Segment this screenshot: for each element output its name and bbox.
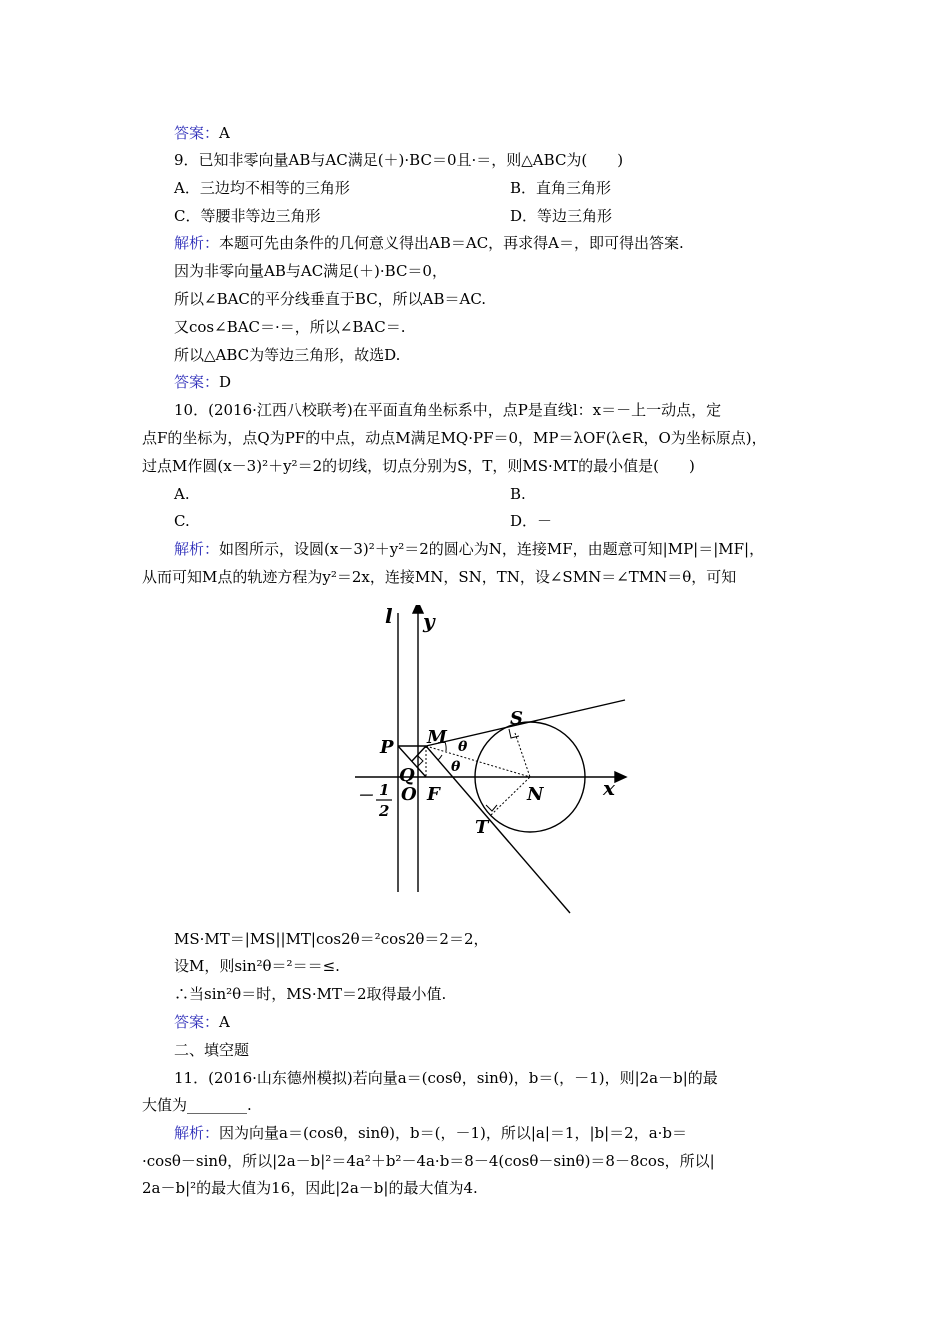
q10-stem-line: 10．(2016·江西八校联考)在平面直角坐标系中，点P是直线l：x＝－上一动点，定 (174, 401, 722, 419)
point-s-label: S (510, 708, 523, 729)
segment-mn (426, 746, 530, 777)
analysis-label: 解析： (174, 1124, 220, 1142)
q8-answer-line (174, 123, 230, 143)
tangent-ms (426, 700, 625, 746)
point-m-label: M (427, 727, 447, 748)
q9-option-c: C．等腰非等边三角形 (174, 207, 321, 225)
q9-answer-value: D (219, 373, 232, 391)
q9-analysis-line: 又cos∠BAC＝·＝，所以∠BAC＝. (174, 318, 406, 336)
segment-qm (412, 746, 426, 761)
theta-arc-lower (438, 755, 442, 760)
half-numerator: 1 (379, 781, 390, 799)
point-q-label: Q (399, 765, 415, 786)
q9-analysis (174, 233, 684, 253)
x-axis-arrow (615, 772, 626, 782)
q11-stem-line1: 11．(2016·山东德州模拟)若向量a＝(cosθ，sinθ)，b＝(，－1)，则|2a－b|的最 (174, 1069, 718, 1087)
q9-option-a: A．三边均不相等的三角形 (174, 179, 350, 197)
q9-analysis-line: 因为非零向量AB与AC满足(＋)·BC＝0， (174, 262, 447, 280)
axis-y-label: y (423, 609, 435, 633)
answer-label: 答案： (174, 1013, 220, 1031)
neg-sign: － (357, 786, 374, 805)
q10-answer-value: A (219, 1013, 230, 1031)
segment-tn (491, 777, 530, 815)
answer-label: 答案： (174, 373, 220, 391)
section-title: 二、填空题 (174, 1041, 250, 1059)
right-angle-t (486, 805, 497, 811)
q11-stem-line2: 大值为________. (142, 1096, 252, 1114)
q10-after-line: MS·MT＝|MS||MT|cos2θ＝²cos2θ＝2＝2， (174, 930, 489, 948)
q10-answer-line (174, 1012, 230, 1032)
point-t-label: T (475, 817, 489, 838)
q9-answer-line (174, 372, 231, 392)
q10-option-c: C. (174, 512, 190, 530)
q10-analysis-first: 如图所示，设圆(x－3)²＋y²＝2的圆心为N，连接MF，由题意可知|MP|＝|MF|， (219, 540, 765, 558)
geometry-figure (345, 605, 635, 920)
y-axis-arrow (413, 605, 423, 613)
point-f-label: F (427, 784, 440, 805)
q11-analysis-first: 因为向量a＝(cosθ，sinθ)，b＝(，－1)，所以|a|＝1，|b|＝2，a·b＝ (219, 1124, 688, 1142)
q11-analysis-line: ·cosθ－sinθ，所以|2a－b|²＝4a²＋b²－4a·b＝8－4(cosθ－sinθ)＝8－8cos，所以| (142, 1152, 715, 1170)
q9-analysis-line: 所以△ABC为等边三角形，故选D. (174, 346, 401, 364)
q10-after-line: ∴当sin²θ＝时，MS·MT＝2取得最小值. (174, 985, 447, 1003)
analysis-label: 解析： (174, 234, 220, 252)
theta-label-upper: θ (458, 739, 468, 755)
q10-option-a: A. (174, 485, 190, 503)
q11-analysis (174, 1123, 687, 1143)
segment-sn (515, 733, 530, 777)
axis-l-label: l (385, 605, 393, 628)
q9-option-b: B．直角三角形 (510, 179, 612, 197)
q9-analysis-line: 所以∠BAC的平分线垂直于BC，所以AB＝AC. (174, 290, 487, 308)
q8-answer-value: A (219, 124, 230, 142)
q10-stem-line: 点F的坐标为，点Q为PF的中点，动点M满足MQ·PF＝0，MP＝λOF(λ∈R，O为坐标原点)， (142, 429, 767, 447)
q9-analysis-first: 本题可先由条件的几何意义得出AB＝AC，再求得A＝，即可得出答案. (219, 234, 684, 252)
q10-option-d: D．－ (510, 512, 553, 530)
q10-after-line: 设M，则sin²θ＝²＝＝≤. (174, 957, 340, 975)
theta-label-lower: θ (451, 759, 461, 775)
point-p-label: P (380, 737, 394, 758)
right-angle-s (509, 729, 519, 738)
q9-stem: 9．已知非零向量AB与AC满足(＋)·BC＝0且·＝，则△ABC为( ) (174, 151, 624, 169)
q10-stem-line: 过点M作圆(x－3)²＋y²＝2的切线，切点分别为S，T，则MS·MT的最小值是( ) (142, 457, 695, 475)
axis-x-label: x (603, 776, 615, 800)
point-n-label: N (527, 784, 544, 805)
answer-label: 答案： (174, 124, 220, 142)
q10-analysis (174, 539, 764, 559)
point-o-label: O (401, 784, 417, 805)
half-denominator: 2 (379, 802, 390, 820)
analysis-label: 解析： (174, 540, 220, 558)
q10-analysis-cont: 从而可知M点的轨迹方程为y²＝2x，连接MN，SN，TN，设∠SMN＝∠TMN＝θ，可知 (142, 568, 737, 586)
q11-analysis-line: 2a－b|²的最大值为16，因此|2a－b|的最大值为4. (142, 1179, 478, 1197)
q10-option-b: B. (510, 485, 526, 503)
q9-option-d: D．等边三角形 (510, 207, 613, 225)
